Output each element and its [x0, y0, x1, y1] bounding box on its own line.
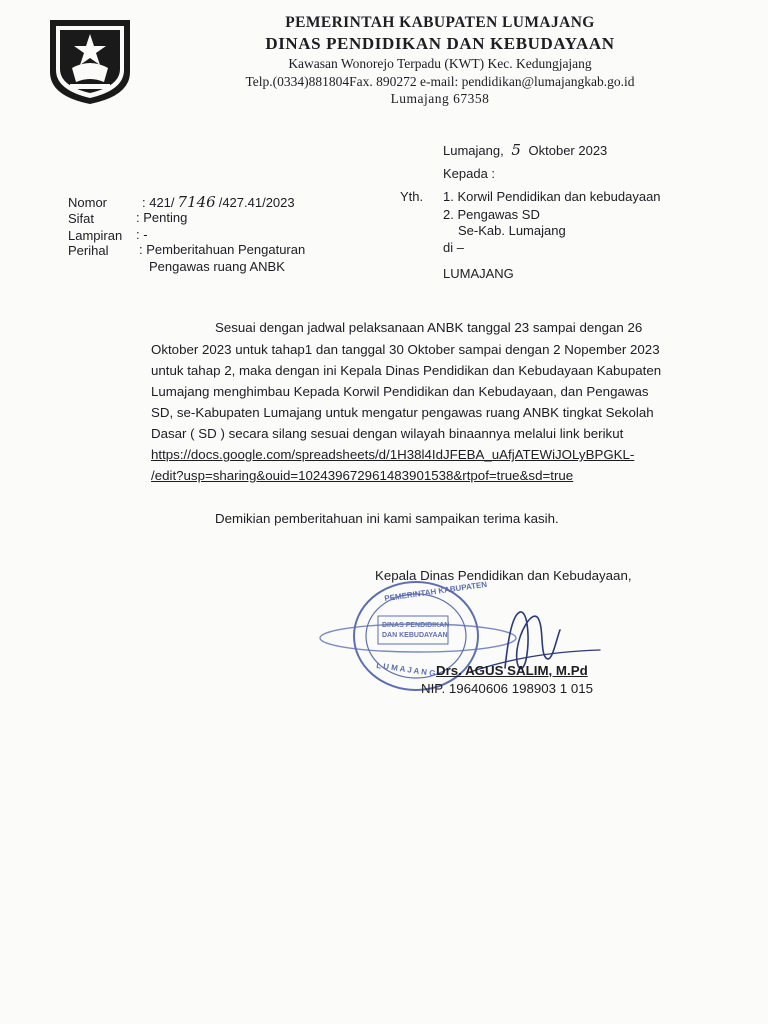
body-line-4: Lumajang menghimbau Kepada Korwil Pendidikan dan Kebudayaan, dan Pengawas: [151, 384, 649, 399]
stamp-center-line-1: DINAS PENDIDIKAN: [382, 622, 450, 629]
date-month-year: Oktober 2023: [528, 143, 608, 158]
nomor-label: Nomor: [68, 195, 108, 210]
letterhead-contact: Telp.(0334)881804Fax. 890272 e-mail: pendidikan@lumajangkab.go.id: [245, 74, 635, 89]
spreadsheet-link-line-2[interactable]: /edit?usp=sharing&ouid=102439672961483901538&rtpof=true&sd=true: [151, 468, 574, 483]
body-line-6: Dasar ( SD ) secara silang sesuai dengan wilayah binaannya melalui link berikut: [151, 426, 624, 441]
recipient-city: LUMAJANG: [443, 266, 514, 281]
official-stamp: [318, 578, 528, 696]
signatory-nip: NIP. 19640606 198903 1 015: [421, 681, 594, 696]
date-day-handwritten: 5: [511, 141, 521, 159]
date-place: Lumajang,: [443, 143, 504, 158]
lampiran-value: : -: [136, 227, 148, 242]
nomor-value: [142, 193, 295, 211]
recipient-line-1: 1. Korwil Pendidikan dan kebudayaan: [443, 189, 661, 204]
recipient-yth: Yth.: [400, 189, 424, 204]
recipient-di: di –: [443, 240, 464, 255]
sifat-label: Sifat: [68, 211, 95, 226]
letterhead-city: Lumajang 67358: [390, 91, 490, 106]
spreadsheet-link-line-1[interactable]: https://docs.google.com/spreadsheets/d/1H38l4IdJFEBA_uAfjATEWiJOLyBPGKL-: [151, 447, 635, 462]
perihal-value-2: Pengawas ruang ANBK: [149, 259, 285, 274]
letterhead-department: DINAS PENDIDIKAN DAN KEBUDAYAAN: [265, 34, 615, 53]
letter-date: [443, 141, 607, 159]
body-line-2: Oktober 2023 untuk tahap1 dan tanggal 30 Oktober sampai dengan 2 Nopember 2023: [151, 342, 660, 357]
recipient-kepada: Kepada :: [443, 166, 496, 181]
signature-title: Kepala Dinas Pendidikan dan Kebudayaan,: [375, 568, 632, 583]
body-line-3: untuk tahap 2, maka dengan ini Kepala Dinas Pendidikan dan Kebudayaan Kabupaten: [151, 363, 662, 378]
letterhead-address: Kawasan Wonorejo Terpadu (KWT) Kec. Kedungjajang: [288, 56, 592, 71]
lampiran-label: Lampiran: [68, 228, 123, 243]
recipient-line-3: Se-Kab. Lumajang: [458, 223, 566, 238]
body-line-5: SD, se-Kabupaten Lumajang untuk mengatur pengawas ruang ANBK tingkat Sekolah: [151, 405, 654, 420]
sifat-value: : Penting: [136, 210, 188, 225]
nomor-suffix: /427.41/2023: [218, 195, 295, 210]
kabupaten-lumajang-crest-icon: [44, 12, 136, 108]
perihal-value-1: : Pemberitahuan Pengaturan: [139, 242, 306, 257]
nomor-handwritten: 7146: [177, 193, 216, 211]
letterhead-government: PEMERINTAH KABUPATEN LUMAJANG: [285, 14, 595, 31]
signatory-name: Drs. AGUS SALIM, M.Pd: [436, 663, 588, 678]
closing-line: Demikian pemberitahuan ini kami sampaikan terima kasih.: [215, 511, 559, 526]
nomor-prefix: : 421/: [142, 195, 175, 210]
perihal-label: Perihal: [68, 243, 109, 258]
stamp-top-text: PEMERINTAH KABUPATEN: [383, 579, 488, 604]
recipient-line-2: 2. Pengawas SD: [443, 207, 540, 222]
stamp-bottom-text: L U M A J A N G: [375, 660, 436, 679]
stamp-center-line-2: DAN KEBUDAYAAN: [382, 632, 448, 639]
body-line-1: Sesuai dengan jadwal pelaksanaan ANBK tanggal 23 sampai dengan 26: [215, 320, 643, 335]
